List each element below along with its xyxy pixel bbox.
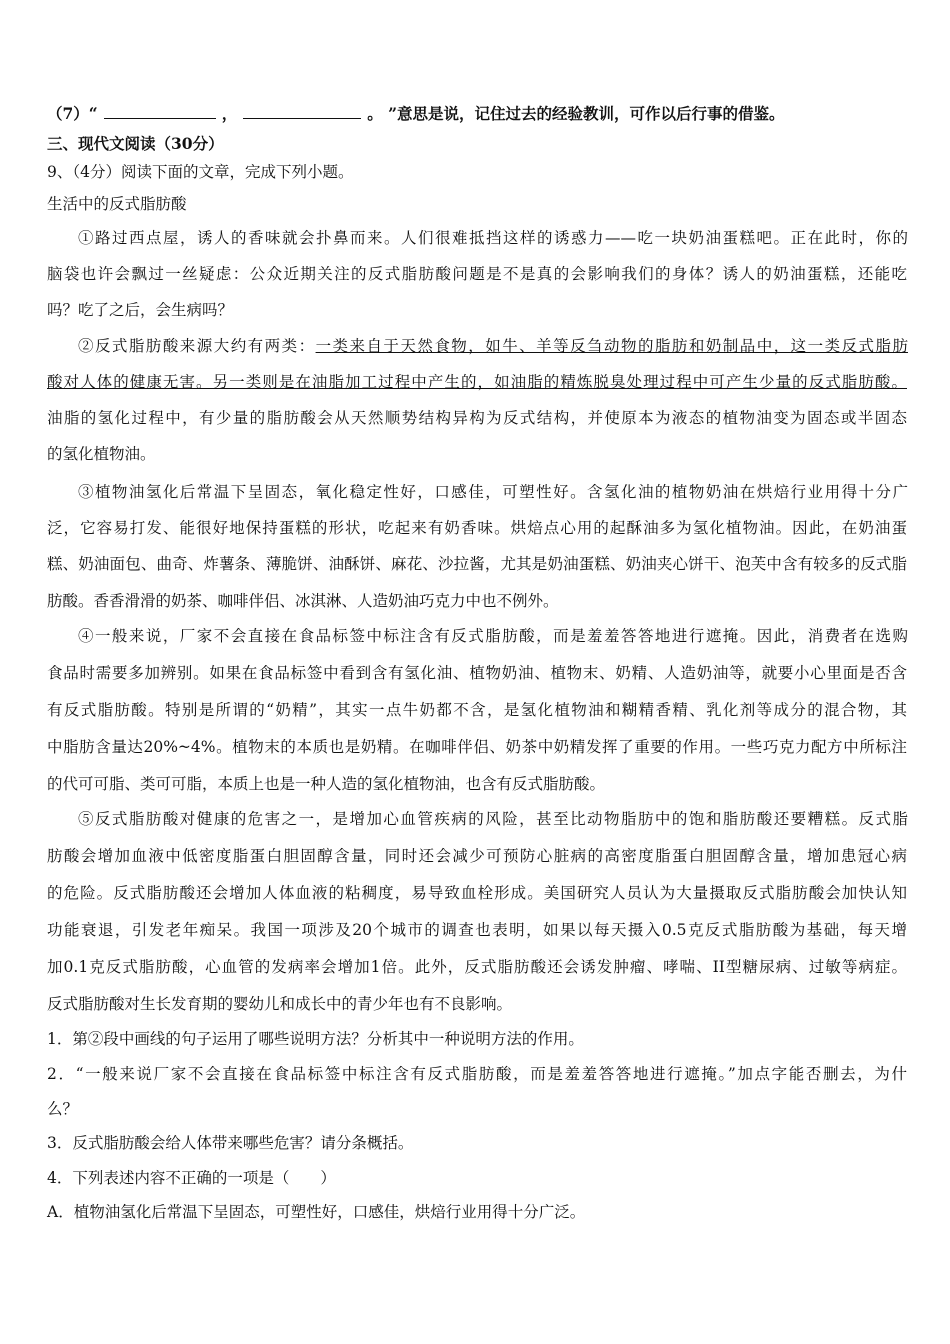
p5-line-5: 加0.1克反式脂肪酸，心血管的发病率会增加1倍。此外，反式脂肪酸还会诱发肿瘤、哮喘、II型糖尿病、过敏等病症。: [47, 958, 907, 976]
p5-line-2: 肪酸会增加血液中低密度脂蛋白胆固醇含量，同时还会减少可预防心脏病的高密度脂蛋白胆固醇含量，增加患冠心病: [47, 847, 907, 865]
answer-blank-2[interactable]: [243, 104, 361, 119]
question-4: 4．下列表述内容不正确的一项是（ ）: [47, 1169, 336, 1187]
question-2-line-2: 么？: [47, 1100, 79, 1118]
p1-line-1: ①路过西点屋，诱人的香味就会扑鼻而来。人们很难抵挡这样的诱惑力——吃一块奶油蛋糕吧。正在此时，你的: [78, 229, 908, 247]
p3-line-3: 糕、奶油面包、曲奇、炸薯条、薄脆饼、油酥饼、麻花、沙拉酱，尤其是奶油蛋糕、奶油夹心饼干、泡芙中含有较多的反式脂: [47, 555, 907, 573]
p4-line-4: 中脂肪含量达20%~4%。植物末的本质也是奶精。在咖啡伴侣、奶茶中奶精发挥了重要的作用。一些巧克力配方中所标注: [47, 738, 907, 756]
q7-end: 。 ”: [367, 104, 398, 123]
question-9-intro: 9、（4分）阅读下面的文章，完成下列小题。: [47, 163, 354, 181]
question-7: [47, 104, 907, 124]
question-1: 1．第②段中画线的句子运用了哪些说明方法？分析其中一种说明方法的作用。: [47, 1030, 584, 1048]
p5-line-6: 反式脂肪酸对生长发育期的婴幼儿和成长中的青少年也有不良影响。: [47, 995, 513, 1013]
p5-line-3: 的危险。反式脂肪酸还会增加人体血液的粘稠度，易导致血栓形成。美国研究人员认为大量摄取反式脂肪酸会加快认知: [47, 884, 907, 902]
p2-underlined-1: 一类来自于天然食物，如牛、羊等反刍动物的脂肪和奶制品中，这一类反式脂肪: [315, 337, 908, 355]
question-4-option-a[interactable]: A．植物油氢化后常温下呈固态，可塑性好，口感佳，烘焙行业用得十分广泛。: [47, 1203, 586, 1221]
p3-line-2: 泛，它容易打发、能很好地保持蛋糕的形状，吃起来有奶香味。烘焙点心用的起酥油多为氢化植物油。因此，在奶油蛋: [47, 519, 907, 537]
p5-line-4: 功能衰退，引发老年痴呆。我国一项涉及20个城市的调查也表明，如果以每天摄入0.5克反式脂肪酸为基础，每天增: [47, 921, 907, 939]
p4-line-1: ④一般来说，厂家不会直接在食品标签中标注含有反式脂肪酸，而是羞羞答答地进行遮掩。因此，消费者在选购: [78, 627, 908, 645]
p2-line-4: 的氢化植物油。: [47, 445, 156, 463]
q7-label: （7）“: [47, 104, 98, 123]
section-3-title: 三、现代文阅读（30分）: [47, 134, 224, 153]
p2-line-1: [78, 336, 908, 356]
q7-separator: ，: [221, 104, 238, 123]
p5-line-1: ⑤反式脂肪酸对健康的危害之一，是增加心血管疾病的风险，甚至比动物脂肪中的饱和脂肪酸还要糟糕。反式脂: [78, 810, 908, 828]
question-2-line-1: 2．“一般来说厂家不会直接在食品标签中标注含有反式脂肪酸，而是羞羞答答地进行遮掩。”加点字能否删去，为什: [47, 1065, 907, 1083]
p2-line-3: 油脂的氢化过程中，有少量的脂肪酸会从天然顺势结构异构为反式结构，并使原本为液态的植物油变为固态或半固态: [47, 409, 907, 427]
p2-line-2: [47, 372, 907, 392]
p1-line-3: 吗？吃了之后，会生病吗？: [47, 301, 234, 319]
p3-line-1: ③植物油氢化后常温下呈固态，氧化稳定性好，口感佳，可塑性好。含氢化油的植物奶油在烘焙行业用得十分广: [78, 483, 908, 501]
p1-line-2: 脑袋也许会飘过一丝疑虑：公众近期关注的反式脂肪酸问题是不是真的会影响我们的身体？诱人的奶油蛋糕，还能吃: [47, 265, 907, 283]
question-3: 3．反式脂肪酸会给人体带来哪些危害？请分条概括。: [47, 1134, 414, 1152]
p4-line-2: 食品时需要多加辨别。如果在食品标签中看到含有氢化油、植物奶油、植物末、奶精、人造奶油等，就要小心里面是否含: [47, 664, 907, 682]
p2-lead: ②反式脂肪酸来源大约有两类：: [78, 337, 316, 355]
answer-blank-1[interactable]: [104, 104, 216, 119]
q7-meaning: 意思是说，记住过去的经验教训，可作以后行事的借鉴。: [397, 104, 785, 123]
p4-line-5: 的代可可脂、类可可脂，本质上也是一种人造的氢化植物油，也含有反式脂肪酸。: [47, 775, 606, 793]
article-title: 生活中的反式脂肪酸: [47, 195, 187, 213]
p3-line-4: 肪酸。香香滑滑的奶茶、咖啡伴侣、冰淇淋、人造奶油巧克力中也不例外。: [47, 592, 559, 610]
p4-line-3: 有反式脂肪酸。特别是所谓的“奶精”，其实一点牛奶都不含，是氢化植物油和糊精香精、乳化剂等成分的混合物，其: [47, 701, 907, 719]
p2-underlined-2: 酸对人体的健康无害。另一类则是在油脂加工过程中产生的，如油脂的精炼脱臭处理过程中可产生少量的反式脂肪酸。: [47, 373, 907, 391]
